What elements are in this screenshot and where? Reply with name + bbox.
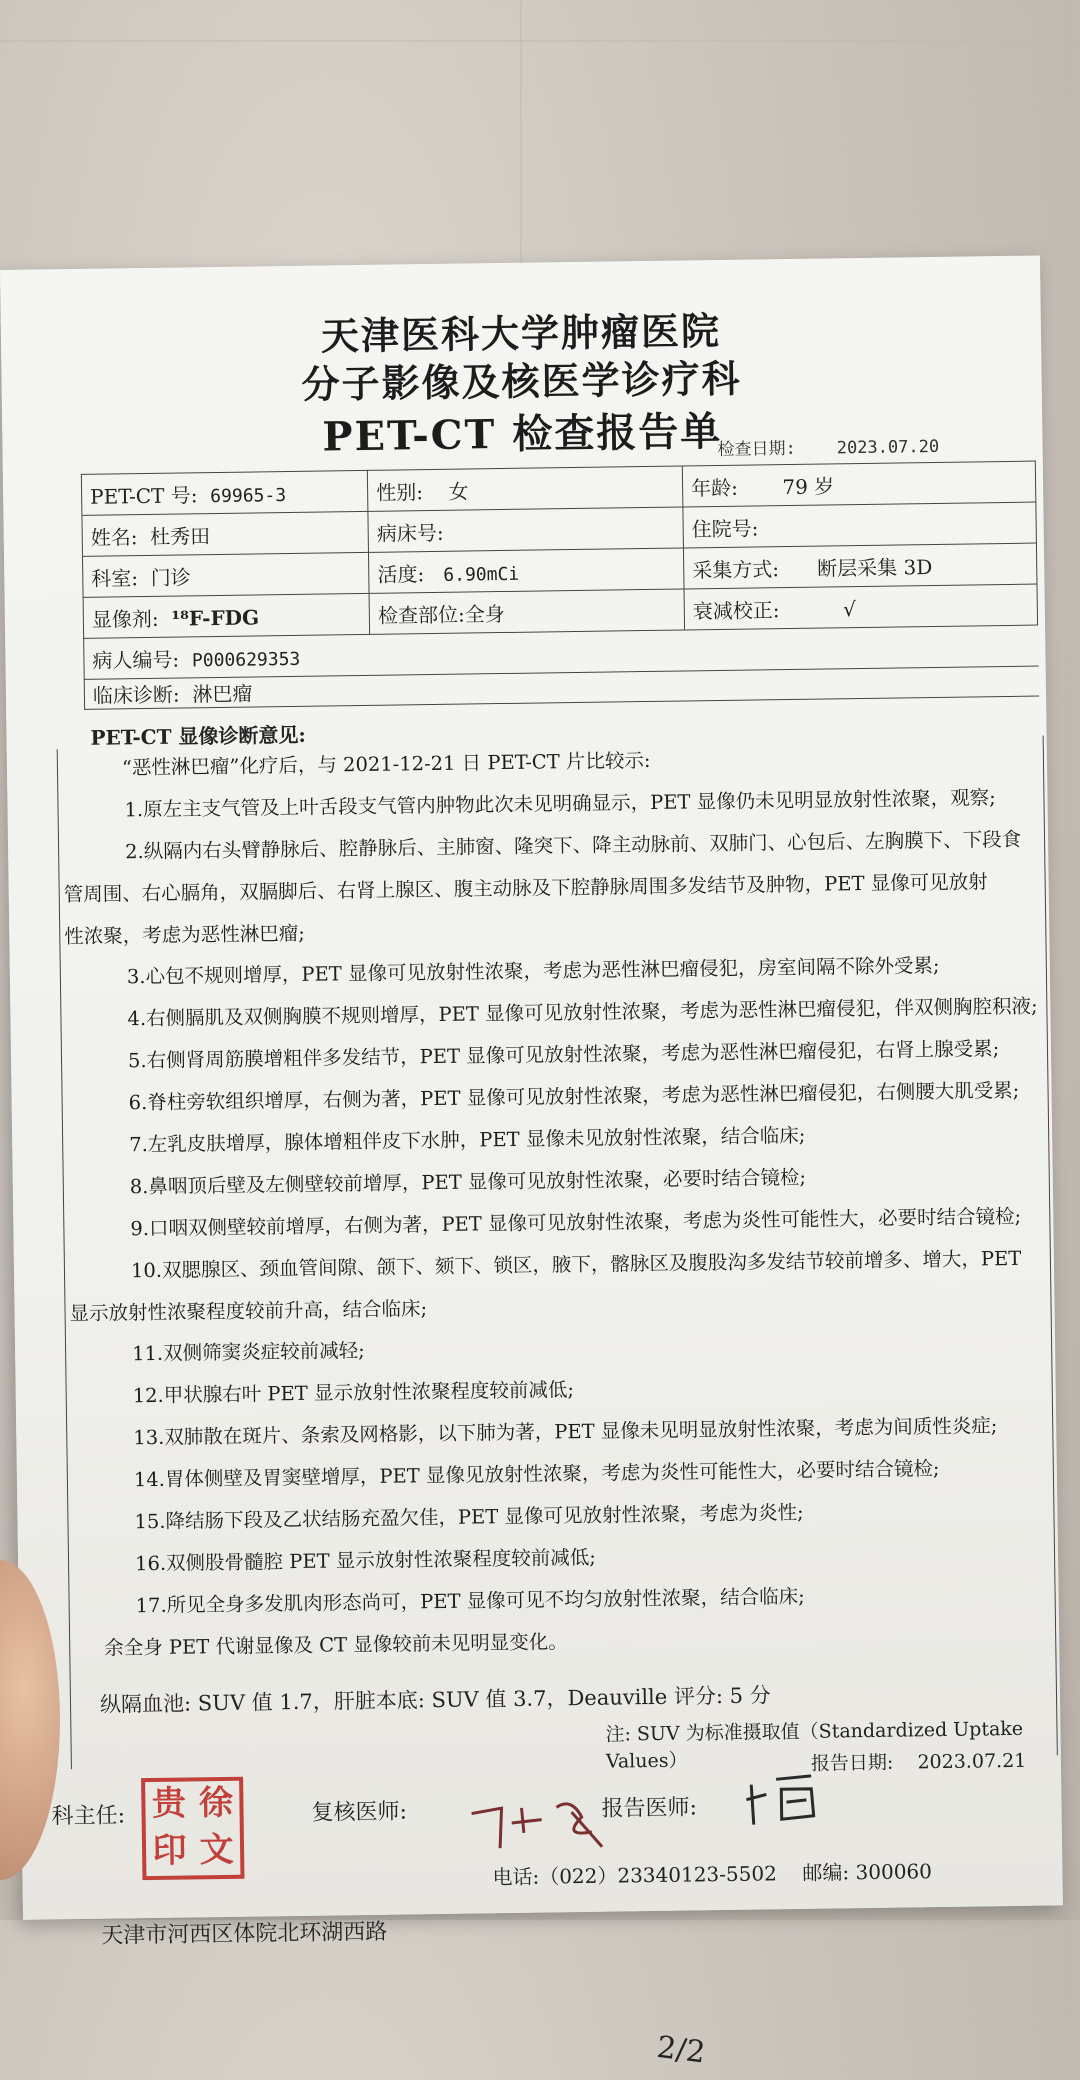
finding-item: 显示放射性浓聚程度较前升高，结合临床; xyxy=(69,1290,1044,1323)
petct-no-value: 69965-3 xyxy=(210,485,286,507)
name-label: 姓名: xyxy=(91,525,138,550)
contact-phone: 电话:（022）23340123-5502 xyxy=(492,1857,777,1890)
reporter-signature xyxy=(741,1764,832,1835)
agent-label: 显像剂: xyxy=(92,606,159,631)
decay-value: √ xyxy=(843,597,856,621)
diagnosis-intro: “恶性淋巴瘤”化疗后，与 2021-12-21 日 PET-CT 片比较示: xyxy=(62,746,1037,779)
finding-summary: 余全身 PET 代谢显像及 CT 显像较前未见明显变化。 xyxy=(74,1625,1049,1658)
seal-char: 贵 xyxy=(145,1781,193,1829)
floor-seam xyxy=(520,0,522,270)
inpatient-label: 住院号: xyxy=(692,516,759,541)
sex-value: 女 xyxy=(448,479,468,503)
age-label: 年龄: xyxy=(691,475,738,500)
finding-item: 14.胃体侧壁及胃窦壁增厚，PET 显像见放射性浓聚，考虑为炎性可能性大，必要时结合镜检; xyxy=(72,1458,1047,1491)
seal-char: 徐 xyxy=(192,1781,240,1829)
finding-item: 17.所见全身多发肌肉形态尚可，PET 显像可见不均匀放射性浓聚，结合临床; xyxy=(74,1583,1049,1616)
suv-note: 注: SUV 为标准摄取值（Standardized Uptake Values） xyxy=(605,1713,1061,1773)
bed-label: 病床号: xyxy=(377,520,444,545)
patient-id-label: 病人编号: xyxy=(92,647,179,672)
finding-item: 11.双侧筛窦炎症较前减轻; xyxy=(70,1332,1045,1365)
suv-values: 纵隔血池: SUV 值 1.7，肝脏本底: SUV 值 3.7，Deauville 评分: 5 分 xyxy=(100,1679,771,1718)
seal-char: 印 xyxy=(146,1828,194,1876)
sex-label: 性别: xyxy=(376,480,423,505)
diagnosis-header: PET-CT 显像诊断意见: xyxy=(90,719,306,751)
activity-value: 6.90mCi xyxy=(443,563,519,585)
clinical-diagnosis-value: 淋巴瘤 xyxy=(192,682,252,707)
reviewer-label: 复核医师: xyxy=(311,1794,407,1826)
contact-address: 天津市河西区体院北环湖西路 xyxy=(101,1915,387,1950)
finding-item: 16.双侧股骨髓腔 PET 显示放射性浓聚程度较前减低; xyxy=(73,1541,1048,1574)
report-sheet xyxy=(0,255,1063,1919)
report-date-label: 报告日期: xyxy=(811,1752,894,1775)
dept-label: 科室: xyxy=(91,566,138,591)
finding-item: 10.双腮腺区、颈血管间隙、颌下、颏下、锁区，腋下，髂脉区及腹股沟多发结节较前增多、增大，PET xyxy=(69,1248,1044,1281)
finding-item: 9.口咽双侧壁较前增厚，右侧为著，PET 显像可见放射性浓聚，考虑为炎性可能性大，必要时结合镜检; xyxy=(68,1206,1043,1239)
agent-value: ¹⁸F-FDG xyxy=(171,605,259,630)
petct-no-label: PET-CT 号: xyxy=(90,483,198,508)
page-number: 2/2 xyxy=(655,2030,707,2071)
exam-date xyxy=(717,432,939,460)
finding-item: 性浓聚，考虑为恶性淋巴瘤; xyxy=(64,913,1039,946)
finding-item: 12.甲状腺右叶 PET 显示放射性浓聚程度较前减低; xyxy=(71,1374,1046,1407)
finding-item: 13.双肺散在斑片、条索及网格影，以下肺为著，PET 显像未见明显放射性浓聚，考虑为间质性炎症; xyxy=(71,1416,1046,1449)
dept-value: 门诊 xyxy=(151,565,191,590)
name-value: 杜秀田 xyxy=(150,524,210,549)
contact-postcode: 邮编: 300060 xyxy=(802,1855,932,1886)
patient-id-value: P000629353 xyxy=(192,648,301,671)
clinical-diagnosis-label: 临床诊断: xyxy=(93,683,180,708)
reporter-label: 报告医师: xyxy=(601,1790,697,1822)
decay-label: 衰减校正: xyxy=(693,598,780,623)
finding-item: 6.脊柱旁软组织增厚，右侧为著，PET 显像可见放射性浓聚，考虑为恶性淋巴瘤侵犯，右侧腰大肌受累; xyxy=(67,1081,1042,1114)
exam-date-label: 检查日期: xyxy=(717,439,796,460)
finding-item: 3.心包不规则增厚，PET 显像可见放射性浓聚，考虑为恶性淋巴瘤侵犯，房室间隔不除外受累; xyxy=(65,955,1040,988)
activity-label: 活度: xyxy=(377,562,424,587)
acquisition-value: 断层采集 3D xyxy=(817,555,932,581)
site-value: 全身 xyxy=(465,601,505,626)
finding-item: 1.原左主支气管及上叶舌段支气管内肿物此次未见明确显示，PET 显像仍未见明显放射性浓聚，观察; xyxy=(62,787,1037,820)
finding-item: 7.左乳皮肤增厚，腺体增粗伴皮下水肿，PET 显像未见放射性浓聚，结合临床; xyxy=(67,1123,1042,1156)
hospital-name: 天津医科大学肿瘤医院 xyxy=(1,295,1042,365)
site-label: 检查部位: xyxy=(378,602,465,627)
finding-item: 5.右侧肾周筋膜增粗伴多发结节，PET 显像可见放射性浓聚，考虑为恶性淋巴瘤侵犯，右肾上腺受累; xyxy=(66,1039,1041,1072)
acquisition-label: 采集方式: xyxy=(692,557,779,582)
finding-item: 15.降结肠下段及乙状结肠充盈欠佳，PET 显像可见放射性浓聚，考虑为炎性; xyxy=(72,1500,1047,1533)
age-value: 79 岁 xyxy=(782,474,834,499)
exam-date-value: 2023.07.20 xyxy=(837,437,940,458)
finding-item: 管周围、右心膈角，双膈脚后、右肾上腺区、腹主动脉及下腔静脉周围多发结节及肿物，PET 显像可见放射 xyxy=(64,871,1039,904)
report-title: PET-CT 检查报告单 xyxy=(2,395,1043,467)
floor-seam xyxy=(0,40,1080,42)
director-label: 科主任: xyxy=(51,1798,125,1830)
report-date-value: 2023.07.21 xyxy=(917,1750,1026,1774)
seal-char: 文 xyxy=(193,1828,241,1876)
diagnosis-findings xyxy=(62,746,1050,1681)
department-name: 分子影像及核医学诊疗科 xyxy=(1,343,1042,413)
finding-item: 2.纵隔内右头臂静脉后、腔静脉后、主肺窗、隆突下、降主动脉前、双肺门、心包后、左胸膜下、下段食 xyxy=(63,829,1038,862)
finding-item: 8.鼻咽顶后壁及左侧壁较前增厚，PET 显像可见放射性浓聚，必要时结合镜检; xyxy=(68,1164,1043,1197)
patient-info-table xyxy=(81,461,1039,710)
reviewer-signature xyxy=(461,1777,612,1859)
finding-item: 4.右侧膈肌及双侧胸膜不规则增厚，PET 显像可见放射性浓聚，考虑为恶性淋巴瘤侵犯，伴双侧胸腔积液; xyxy=(65,997,1040,1030)
doctor-seal xyxy=(141,1777,244,1880)
report-date xyxy=(811,1746,1027,1776)
